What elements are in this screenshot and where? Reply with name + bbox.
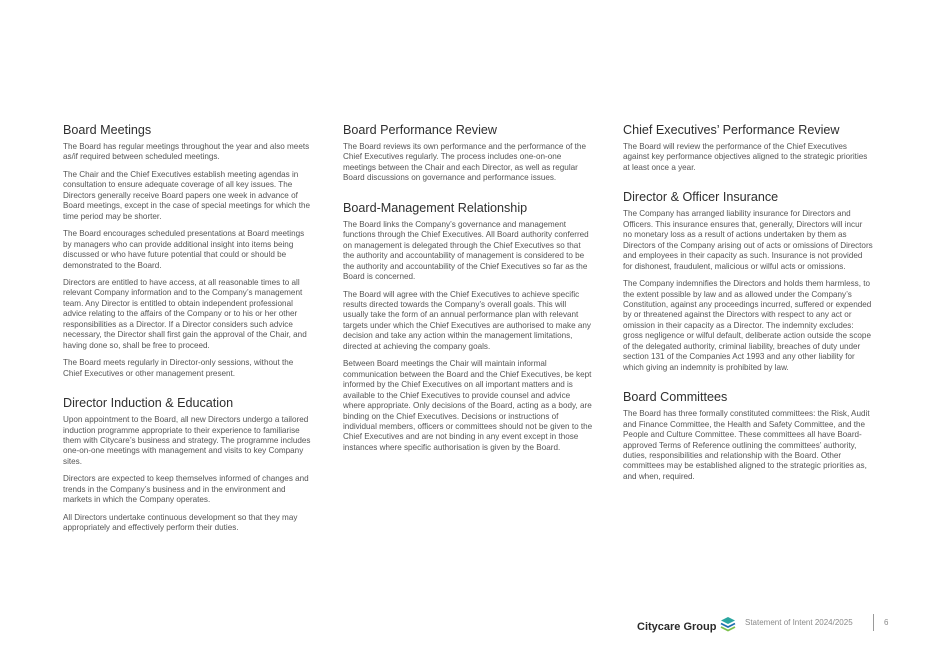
page-number: 6	[884, 618, 889, 627]
section-heading-board-meetings: Board Meetings	[63, 123, 152, 137]
paragraph: All Directors undertake continuous development so that they may appropriately and effectively perform their duties.	[63, 512, 298, 533]
paragraph: The Board will review the performance of the Chief Executives against key performance objectives aligned to the strategic priorities at least once a year.	[623, 142, 868, 172]
column-3	[623, 122, 873, 489]
column-2	[343, 122, 593, 460]
citycare-layers-icon	[720, 616, 736, 637]
paragraph: The Board has regular meetings throughout the year and also meets as/if required between scheduled meetings.	[63, 142, 310, 162]
paragraph: Directors are expected to keep themselves informed of changes and trends in the Company’s business and in the environment and markets in which the Company operates.	[63, 474, 309, 505]
section-heading-director-officer-insurance: Director & Officer Insurance	[623, 190, 779, 205]
page-footer	[0, 614, 934, 634]
section-heading-board-performance-review: Board Performance Review	[343, 123, 497, 137]
section-heading-chief-executives-review: Chief Executives’ Performance Review	[623, 123, 840, 137]
paragraph: The Company has arranged liability insurance for Directors and Officers. This insurance ensures that, generally, Directors will incur no monetary loss as a result of actions undertaken by them as Directors of the Company arising out of acts or omissions of Directors and employees in their capacity as such. Insurance is not provided for dishonest, fraudulent, malicious or wilful acts or omissions.	[623, 209, 873, 271]
footer-divider	[873, 614, 874, 631]
paragraph: Directors are entitled to have access, at all reasonable times to all relevant Company information and to the Company’s management team. Any Director is entitled to obtain independent professional advice relating to the affairs of the Company or to his or her other responsibilities as a Director. If a Director considers such advice necessary, the Director shall first gain the approval of the Chair, and having done so, shall be free to proceed.	[63, 277, 307, 350]
paragraph: The Chair and the Chief Executives establish meeting agendas in consultation to ensure adequate coverage of all key issues. The Directors generally receive Board papers one week in advance of Board meetings, except in the case of special meetings for which the time period may be shorter.	[63, 169, 311, 221]
paragraph: The Board reviews its own performance and the performance of the Chief Executives regularly. The process includes one-on-one meetings between the Chair and each Director, as well as regular Board discussions on governance and performance issues.	[343, 142, 586, 183]
paragraph: The Board has three formally constituted committees: the Risk, Audit and Finance Committee, the Health and Safety Committee, and the People and Culture Committee. These committees all have Board-approved Terms of Reference outlining the committees’ authority, duties, responsibilities and relationship with the Board. Other committees may be established aligned to the strategic priorities as, and when, required.	[623, 409, 870, 481]
paragraph: The Board links the Company’s governance and management functions through the Chief Executives. All Board authority conferred on management is delegated through the Chief Executives so that the authority and accountability of management is considered to be the authority and accountability of the Chief Executives so far as the Board is concerned.	[343, 219, 589, 282]
paragraph: The Company indemnifies the Directors and holds them harmless, to the extent possible by law and as allowed under the Company’s Constitution, against any proceedings incurred, suffered or expended by or threatened against the Directors with respect to any act or omission in their capacity as a Director. The indemnity excludes: gross negligence or wilful default, deliberate action outside the scope of the delegated authority, criminal liability, breaches of duty under section 131 of the Companies Act 1993 and any other liability for which giving an indemnity is prohibited by law.	[623, 279, 872, 372]
paragraph: Upon appointment to the Board, all new Directors undergo a tailored induction programme appropriate to their experience to familiarise them with Citycare’s business and strategy. The programme includes one-on-one meetings with management and visits to key Company sites.	[63, 415, 311, 466]
citycare-logo	[637, 616, 736, 637]
section-heading-board-committees: Board Committees	[623, 390, 728, 405]
paragraph: The Board meets regularly in Director-only sessions, without the Chief Executives or other management present.	[63, 358, 294, 378]
document-title: Statement of Intent 2024/2025	[745, 618, 853, 627]
section-heading-director-induction: Director Induction & Education	[63, 396, 234, 411]
paragraph: The Board will agree with the Chief Executives to achieve specific results directed towards the Company’s overall goals. This will usually take the form of an annual performance plan with relevant targets under which the Chief Executives are authorised to make any decision and take any action within the management limitations, directed at achieving the company goals.	[343, 289, 591, 351]
paragraph: The Board encourages scheduled presentations at Board meetings by managers who can provide additional insight into items being discussed or who have future potential that could or should be demonstrated to the Board.	[63, 229, 305, 270]
paragraph: Between Board meetings the Chair will maintain informal communication between the Board and the Chief Executives, be kept informed by the Chief Executives on all important matters and is available to the Chief Executives to provide counsel and advice where appropriate. Only decisions of the Board, acting as a body, are binding on the Chief Executives. Decisions or instructions of individual members, officers or committees should not be given to the Chief Executives and are not binding in any event except in those instances where specific authorisation is given by the Board.	[343, 359, 593, 452]
logo-text: Citycare Group	[637, 620, 717, 633]
column-1	[63, 122, 313, 541]
section-heading-board-management-relationship: Board-Management Relationship	[343, 200, 528, 215]
